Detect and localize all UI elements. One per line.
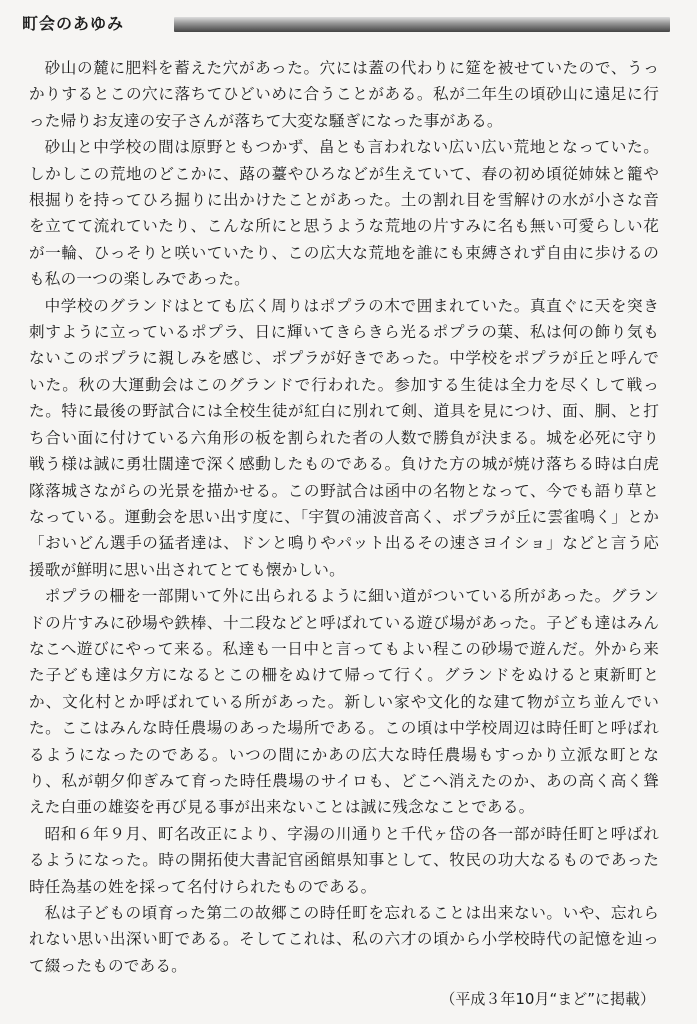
section-header — [22, 12, 670, 36]
paragraph: 砂山と中学校の間は原野ともつかず、畠とも言われない広い広い荒地となっていた。しかしこの荒地のどこかに、蕗の薹やひろなどが生えていて、春の初め頃従姉妹と籠や根掘りを持ってひろ掘りに出かけたことがあった。土の割れ目を雪解けの水が小さな音を立てて流れていたり、こんな所にと思うような荒地の片すみに名も無い可愛らしい花が一輪、ひっそりと咲いていたり、この広大な荒地を誰にも束縛されず自由に歩けるのも私の一つの楽しみであった。 — [29, 138, 659, 289]
header-bar — [174, 17, 670, 32]
publication-note: （平成３年10月“まど”に掲載） — [440, 990, 655, 1008]
paragraph: 砂山の麓に肥料を蓄えた穴があった。穴には蓋の代わりに筵を被せていたので、うっかりするとこの穴に落ちてひどいめに合うことがある。私が二年生の頃砂山に遠足に行った帰りお友達の安子さんが落ちて大変な騒ぎになった事がある。 — [29, 59, 659, 130]
paragraph: 昭和６年９月、町名改正により、字湯の川通りと千代ヶ岱の各一部が時任町と呼ばれるようになった。時の開拓使大書記官函館県知事として、牧民の功大なるものであった時任為基の姓を採って名付けられたものである。 — [29, 824, 659, 896]
article-body — [29, 55, 659, 979]
paragraph: 中学校のグランドはとても広く周りはポプラの木で囲まれていた。真直ぐに天を突き刺すように立っているポプラ、日に輝いてきらきら光るポプラの葉、私は何の飾り気もないこのポプラに親しみを感じ、ポプラが好きであった。中学校をポプラが丘と呼んでいた。秋の大運動会はこのグランドで行われた。参加する生徒は全力を尽くして戦った。特に最後の野試合には全校生徒が紅白に別れて剣、道具を見につけ、面、胴、と打ち合い面に付けている六角形の板を割られた者の人数で勝負が決まる。城を必死に守り戦う様は誠に勇壮闊達で深く感動したものである。負けた方の城が焼け落ちる時は白虎隊落城さながらの光景を描かせる。この野試合は函中の名物となって、今でも語り草となっている。運動会を思い出す度に、「宇賀の浦波音高く、ポプラが丘に雲雀鳴く」とか「おいどん選手の猛者達は、ドンと鳴りやパット出るその速さヨイショ」などと言う応援歌が鮮明に思い出されてとても懐かしい。 — [29, 296, 659, 579]
section-title: 町会のあゆみ — [22, 14, 125, 33]
paragraph: 私は子どもの頃育った第二の故郷この時任町を忘れることは出来ない。いや、忘れられない思い出深い町である。そしてこれは、私の六才の頃から小学校時代の記憶を辿って綴ったものである。 — [29, 904, 659, 975]
paragraph: ポプラの柵を一部開いて外に出られるように細い道がついている所があった。グランドの片すみに砂場や鉄棒、十二段などと呼ばれている遊び場があった。子ども達はみんなこへ遊びにやって来る。私達も一日中と言ってもよい程この砂場で遊んだ。外から来た子ども達は夕方になるとこの柵をぬけて帰って行く。グランドをぬけると東新町とか、文化村とか呼ばれている所があった。新しい家や文化的な建て物が立ち並んでいた。ここはみんな時任農場のあった場所である。この頃は中学校周辺は時任町と呼ばれるようになったのである。いつの間にかあの広大な時任農場もすっかり立派な町となり、私が朝夕仰ぎみて育った時任農場のサイロも、どこへ消えたのか、あの高く高く聳えた白亜の雄姿を再び見る事が出来ないことは誠に残念なことである。 — [29, 587, 659, 817]
